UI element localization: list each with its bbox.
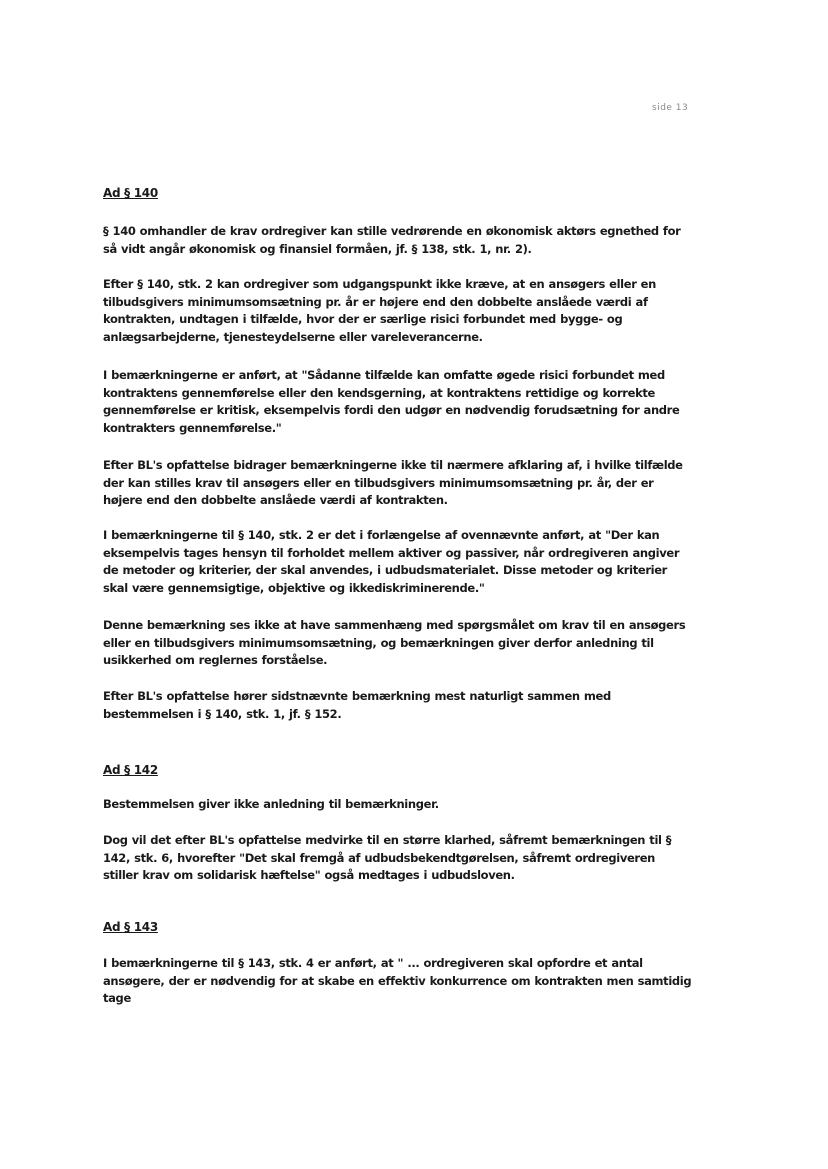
paragraph: Efter BL's opfattelse bidrager bemærkningerne ikke til nærmere afklaring af, i hvilke tilfælde der kan stilles krav til ansøgers eller en tilbudsgivers minimumsomsætning pr. år, der er højere end den dobbelte anslåede værdi af kontrakten. xyxy=(103,458,683,507)
paragraph: Efter BL's opfattelse hører sidstnævnte bemærkning mest naturligt sammen med bestemmelsen i § 140, stk. 1, jf. § 152. xyxy=(103,689,611,721)
paragraph: § 140 omhandler de krav ordregiver kan stille vedrørende en økonomisk aktørs egnethed for så vidt angår økonomisk og finansiel formåen, jf. § 138, stk. 1, nr. 2). xyxy=(103,224,681,256)
section-heading-140: Ad § 140 xyxy=(103,186,158,200)
paragraph: I bemærkningerne er anført, at "Sådanne tilfælde kan omfatte øgede risici forbundet med kontraktens gennemførelse eller den kendsgerning, at kontraktens rettidige og korrekte gennemførelse er kritisk, eksempelvis fordi den udgør en nødvendig forudsætning for andre kontrakters gennemførelse." xyxy=(103,368,680,435)
paragraph: Efter § 140, stk. 2 kan ordregiver som udgangspunkt ikke kræve, at en ansøgers eller en tilbudsgivers minimumsomsætning pr. år er højere end den dobbelte anslåede værdi af kontrakten, undtagen i tilfælde, hvor der er særlige risici forbundet med bygge- og anlægsarbejderne, tjenesteydelserne eller vareleverancerne. xyxy=(103,277,656,344)
page-number: side 13 xyxy=(652,103,689,113)
paragraph: Bestemmelsen giver ikke anledning til bemærkninger. xyxy=(103,797,439,811)
section-heading-142: Ad § 142 xyxy=(103,763,158,777)
section-heading-143: Ad § 143 xyxy=(103,920,158,934)
paragraph: Dog vil det efter BL's opfattelse medvirke til en større klarhed, såfremt bemærkningen til § 142, stk. 6, hvorefter "Det skal fremgå af udbudsbekendtgørelsen, såfremt ordregiveren stiller krav om solidarisk hæftelse" også medtages i udbudsloven. xyxy=(103,833,672,882)
paragraph: I bemærkningerne til § 140, stk. 2 er det i forlængelse af ovennævnte anført, at "Der kan eksempelvis tages hensyn til forholdet mellem aktiver og passiver, når ordregiveren angiver de metoder og kriterier, der skal anvendes, i udbudsmaterialet. Disse metoder og kriterier skal være gennemsigtige, objektive og ikkediskriminerende." xyxy=(103,528,680,595)
paragraph: I bemærkningerne til § 143, stk. 4 er anført, at " ... ordregiveren skal opfordre et antal ansøgere, der er nødvendig for at skabe en effektiv konkurrence om kontrakten men samtidig tage xyxy=(103,956,692,1005)
paragraph: Denne bemærkning ses ikke at have sammenhæng med spørgsmålet om krav til en ansøgers eller en tilbudsgivers minimumsomsætning, og bemærkningen giver derfor anledning til usikkerhed om reglernes forståelse. xyxy=(103,618,686,667)
